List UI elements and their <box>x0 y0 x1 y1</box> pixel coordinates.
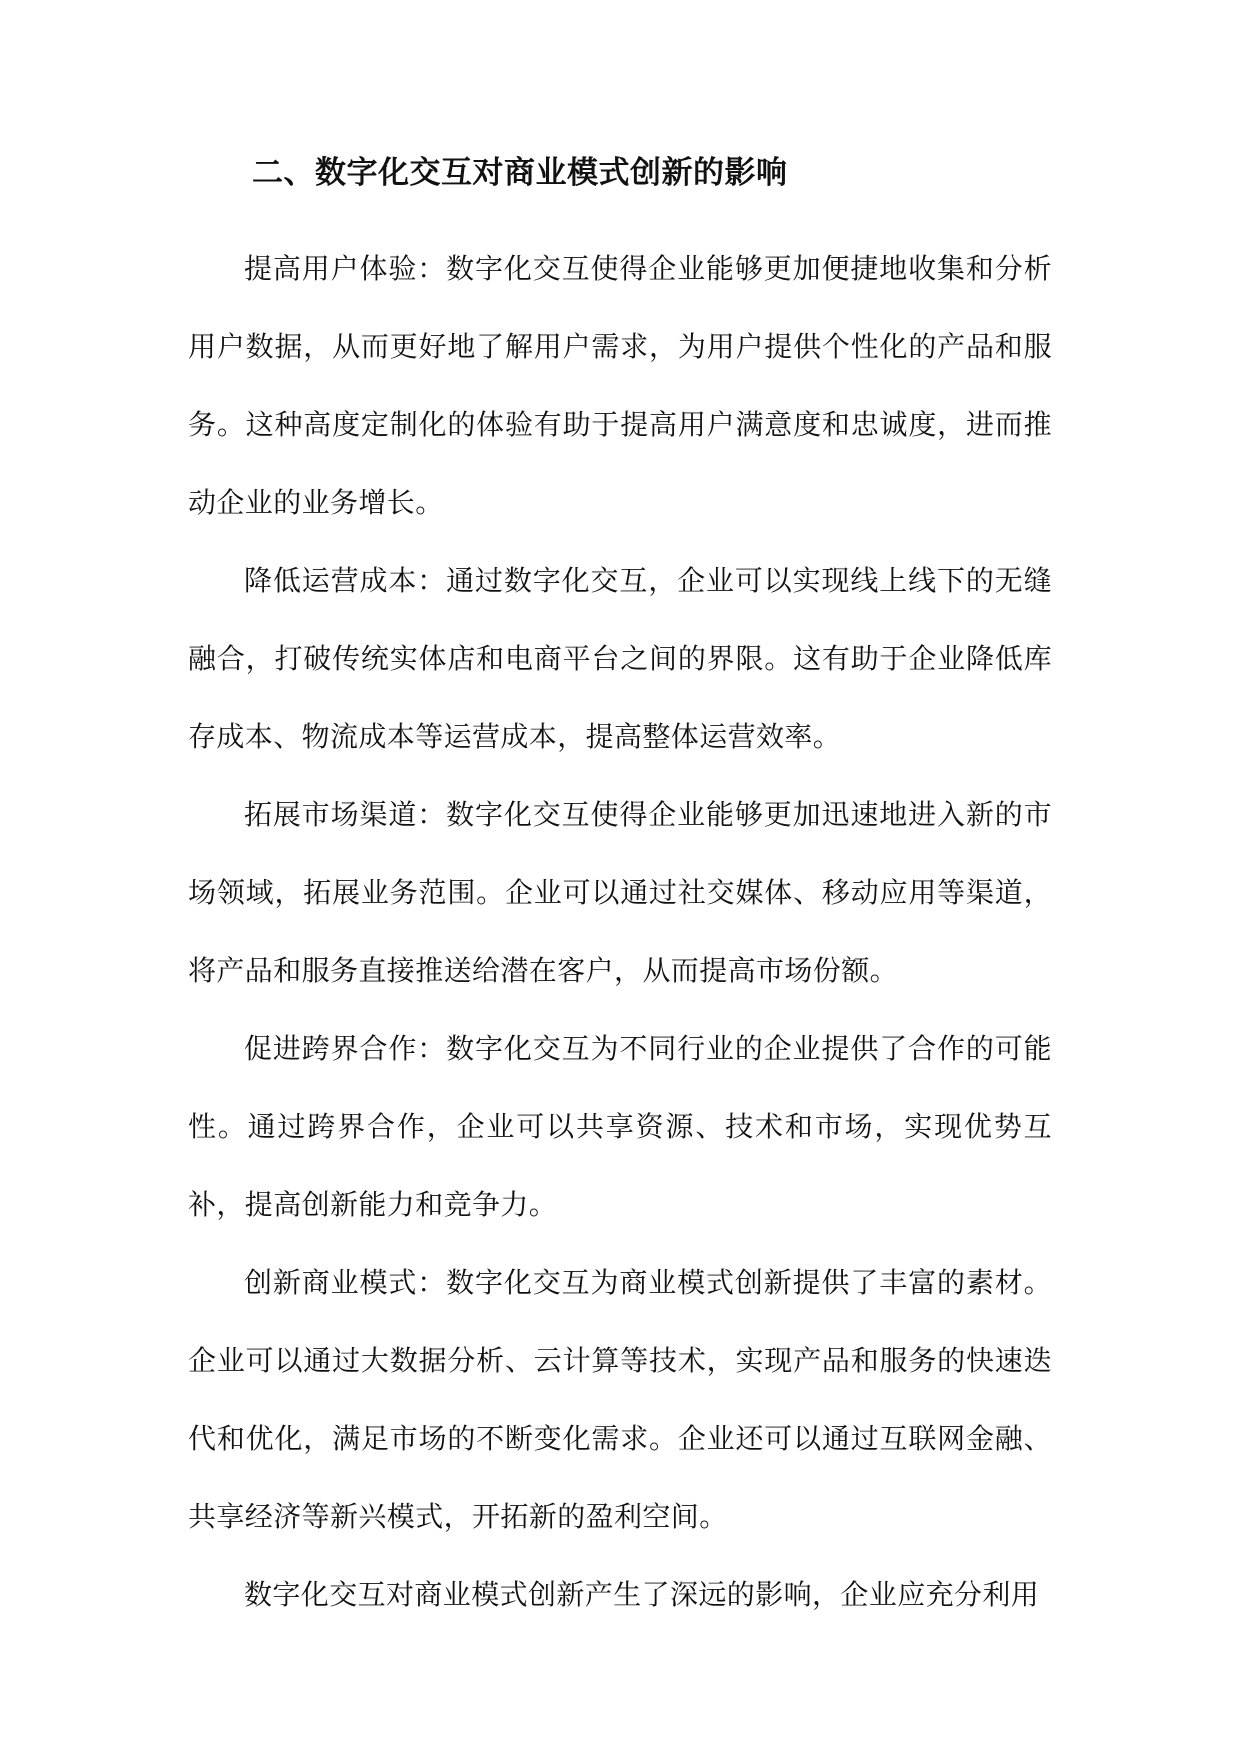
paragraph-improve-user-experience: 提高用户体验：数字化交互使得企业能够更加便捷地收集和分析用户数据，从而更好地了解用户需求，为用户提供个性化的产品和服务。这种高度定制化的体验有助于提高用户满意度和忠诚度，进而推动企业的业务增长。 <box>188 252 1052 519</box>
section-title: 二、数字化交互对商业模式创新的影响 <box>252 155 788 191</box>
paragraph-reduce-operating-costs: 降低运营成本：通过数字化交互，企业可以实现线上线下的无缝融合，打破传统实体店和电商平台之间的界限。这有助于企业降低库存成本、物流成本等运营成本，提高整体运营效率。 <box>188 564 1052 753</box>
paragraph-business-model-innovation: 创新商业模式：数字化交互为商业模式创新提供了丰富的素材。企业可以通过大数据分析、云计算等技术，实现产品和服务的快速迭代和优化，满足市场的不断变化需求。企业还可以通过互联网金融、共享经济等新兴模式，开拓新的盈利空间。 <box>188 1266 1052 1533</box>
paragraph-conclusion: 数字化交互对商业模式创新产生了深远的影响，企业应充分利用 <box>244 1578 1040 1611</box>
document-body <box>188 230 1052 1634</box>
paragraph-expand-market-channels: 拓展市场渠道：数字化交互使得企业能够更加迅速地进入新的市场领域，拓展业务范围。企业可以通过社交媒体、移动应用等渠道，将产品和服务直接推送给潜在客户，从而提高市场份额。 <box>188 798 1052 987</box>
paragraph-cross-industry-cooperation: 促进跨界合作：数字化交互为不同行业的企业提供了合作的可能性。通过跨界合作，企业可以共享资源、技术和市场，实现优势互补，提高创新能力和竞争力。 <box>188 1032 1052 1221</box>
